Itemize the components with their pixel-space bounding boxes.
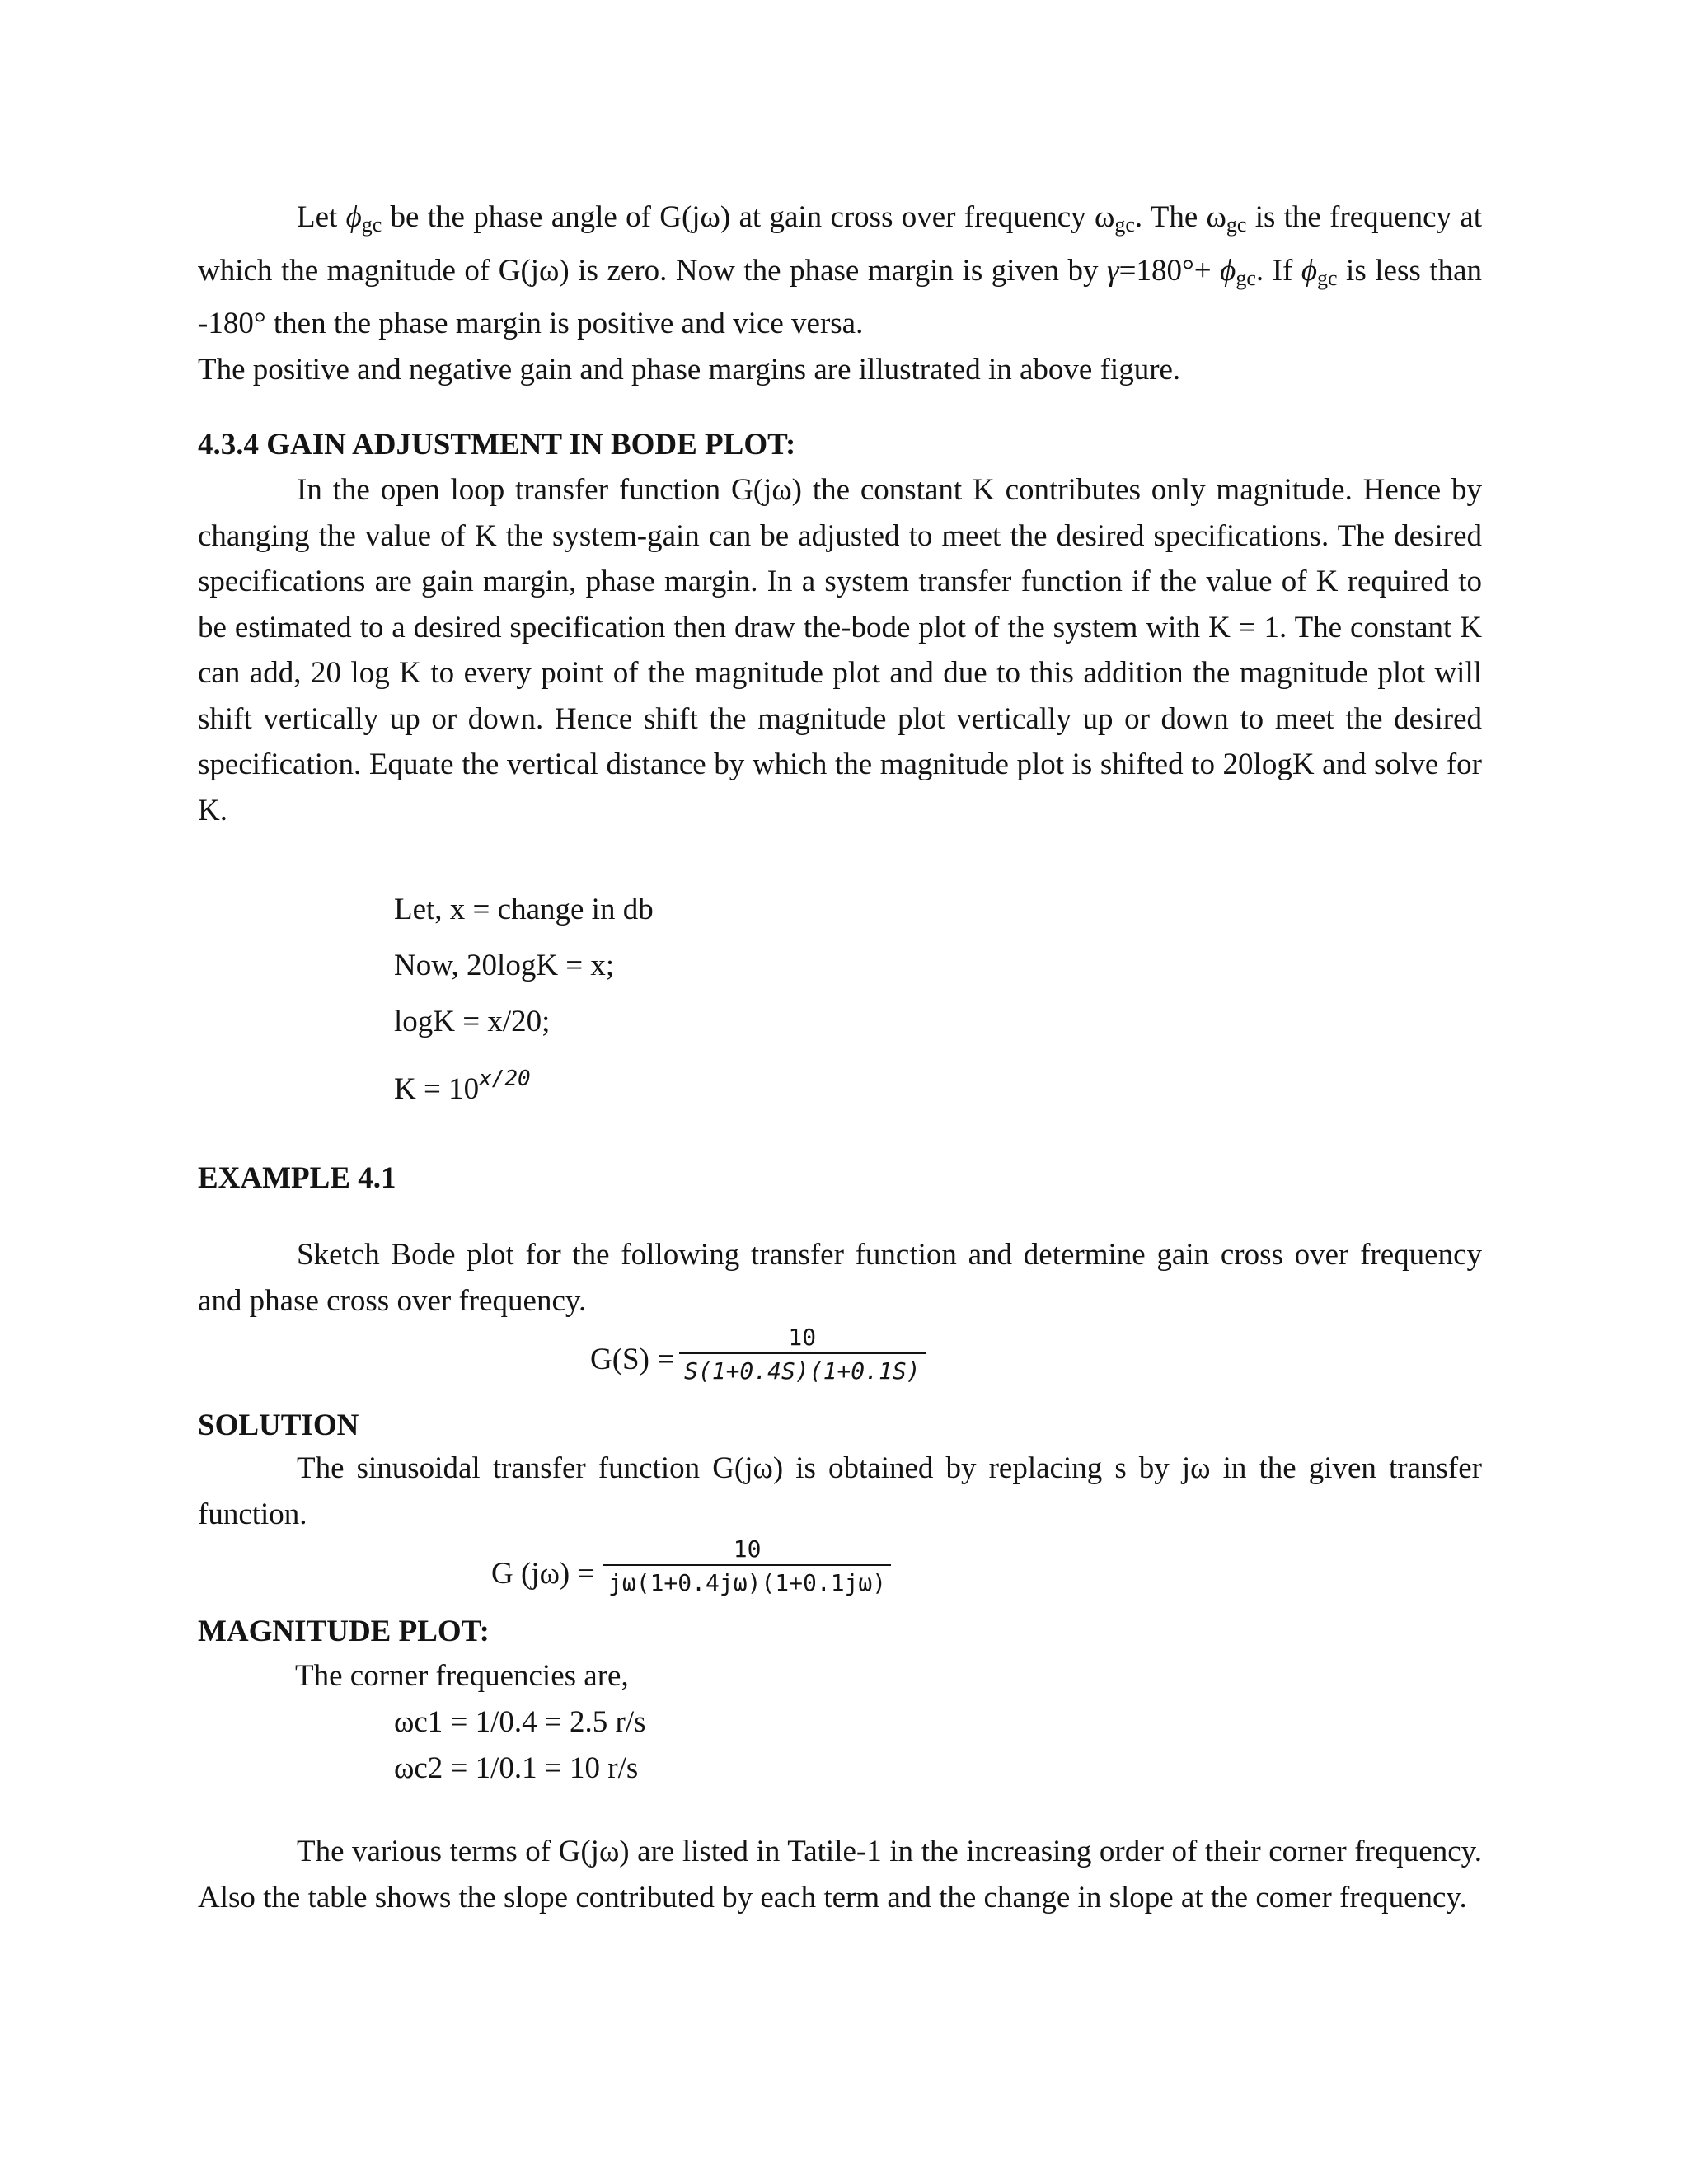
k-equals-ten: K = 10 xyxy=(394,1072,480,1106)
gjw-lhs: G (jω) = xyxy=(491,1557,595,1591)
example-heading: EXAMPLE 4.1 xyxy=(198,1161,396,1195)
corner-frequency-1: ωc1 = 1/0.4 = 2.5 r/s xyxy=(394,1705,646,1739)
text-fragment: . If xyxy=(1255,253,1301,288)
exponent: x/20 xyxy=(479,1066,531,1091)
subscript-gc: gc xyxy=(1316,265,1338,290)
gs-fraction xyxy=(679,1323,926,1387)
text-fragment: be the phase angle of G(jω) at gain cross over frequency ω xyxy=(382,200,1115,234)
gs-numerator: 10 xyxy=(788,1324,817,1351)
text-fragment: . The ω xyxy=(1134,200,1226,234)
text-fragment: is less than -180° then the phase margin is positive and vice versa. xyxy=(198,253,1482,340)
gjw-fraction xyxy=(603,1535,891,1599)
magnitude-plot-heading: MAGNITUDE PLOT: xyxy=(198,1615,490,1648)
gjw-denominator: jω(1+0.4jω)(1+0.1jω) xyxy=(608,1569,887,1596)
text-fragment: =180°+ xyxy=(1118,253,1221,288)
phi-symbol: ϕ xyxy=(1220,253,1236,288)
derivation-line-4 xyxy=(394,1061,531,1108)
corner-frequency-2: ωc2 = 1/0.1 = 10 r/s xyxy=(394,1751,639,1785)
terms-table-paragraph: The various terms of G(jω) are listed in Tatile-1 in the increasing order of their corner frequency. Also the table shows the slope contributed by each term and the change in slope at the comer frequency. xyxy=(198,1835,1482,1915)
phi-symbol: ϕ xyxy=(1301,253,1317,288)
section-heading: 4.3.4 GAIN ADJUSTMENT IN BODE PLOT: xyxy=(198,428,796,462)
margins-illustrated-sentence: The positive and negative gain and phase margins are illustrated in above figure. xyxy=(198,352,1181,387)
text-fragment: is the frequency at which the magnitude of G(jω) is zero. Now the phase margin is given by xyxy=(198,200,1483,288)
gs-denominator: S(1+0.4S)(1+0.1S) xyxy=(684,1357,921,1385)
solution-heading: SOLUTION xyxy=(198,1408,359,1442)
subscript-gc: gc xyxy=(1226,213,1247,237)
example-statement: Sketch Bode plot for the following transfer function and determine gain cross over frequency and phase cross over frequency. xyxy=(198,1238,1482,1318)
gjw-numerator: 10 xyxy=(733,1535,762,1563)
phase-margin-paragraph xyxy=(198,194,1482,392)
derivation-line-3: logK = x/20; xyxy=(394,1005,551,1038)
gs-lhs: G(S) = xyxy=(590,1343,675,1376)
phi-symbol: ϕ xyxy=(345,200,362,234)
subscript-gc: gc xyxy=(361,213,382,237)
text-fragment: Let xyxy=(297,200,346,234)
derivation-line-2: Now, 20logK = x; xyxy=(394,949,615,982)
subscript-gc: gc xyxy=(1114,213,1135,237)
corner-frequencies-intro: The corner frequencies are, xyxy=(295,1659,629,1693)
solution-paragraph: The sinusoidal transfer function G(jω) is obtained by replacing s by jω in the given transfer function. xyxy=(198,1451,1482,1531)
gamma-symbol: γ xyxy=(1107,253,1119,288)
gain-adjustment-paragraph: In the open loop transfer function G(jω) the constant K contributes only magnitude. Hence by changing the value of K the system-gain can be adjusted to meet the desired specifications. The desired specifications are gain margin, phase margin. In a system transfer function if the value of K required to be estimated to a desired specification then draw the-bode plot of the system with K = 1. The constant K can add, 20 log K to every point of the magnitude plot and due to this addition the magnitude plot will shift vertically up or down. Hence shift the magnitude plot vertically up or down to meet the desired specification. Equate the vertical distance by which the magnitude plot is shifted to 20logK and solve for K. xyxy=(198,473,1482,827)
derivation-line-1: Let, x = change in db xyxy=(394,893,654,926)
subscript-gc: gc xyxy=(1236,265,1256,290)
